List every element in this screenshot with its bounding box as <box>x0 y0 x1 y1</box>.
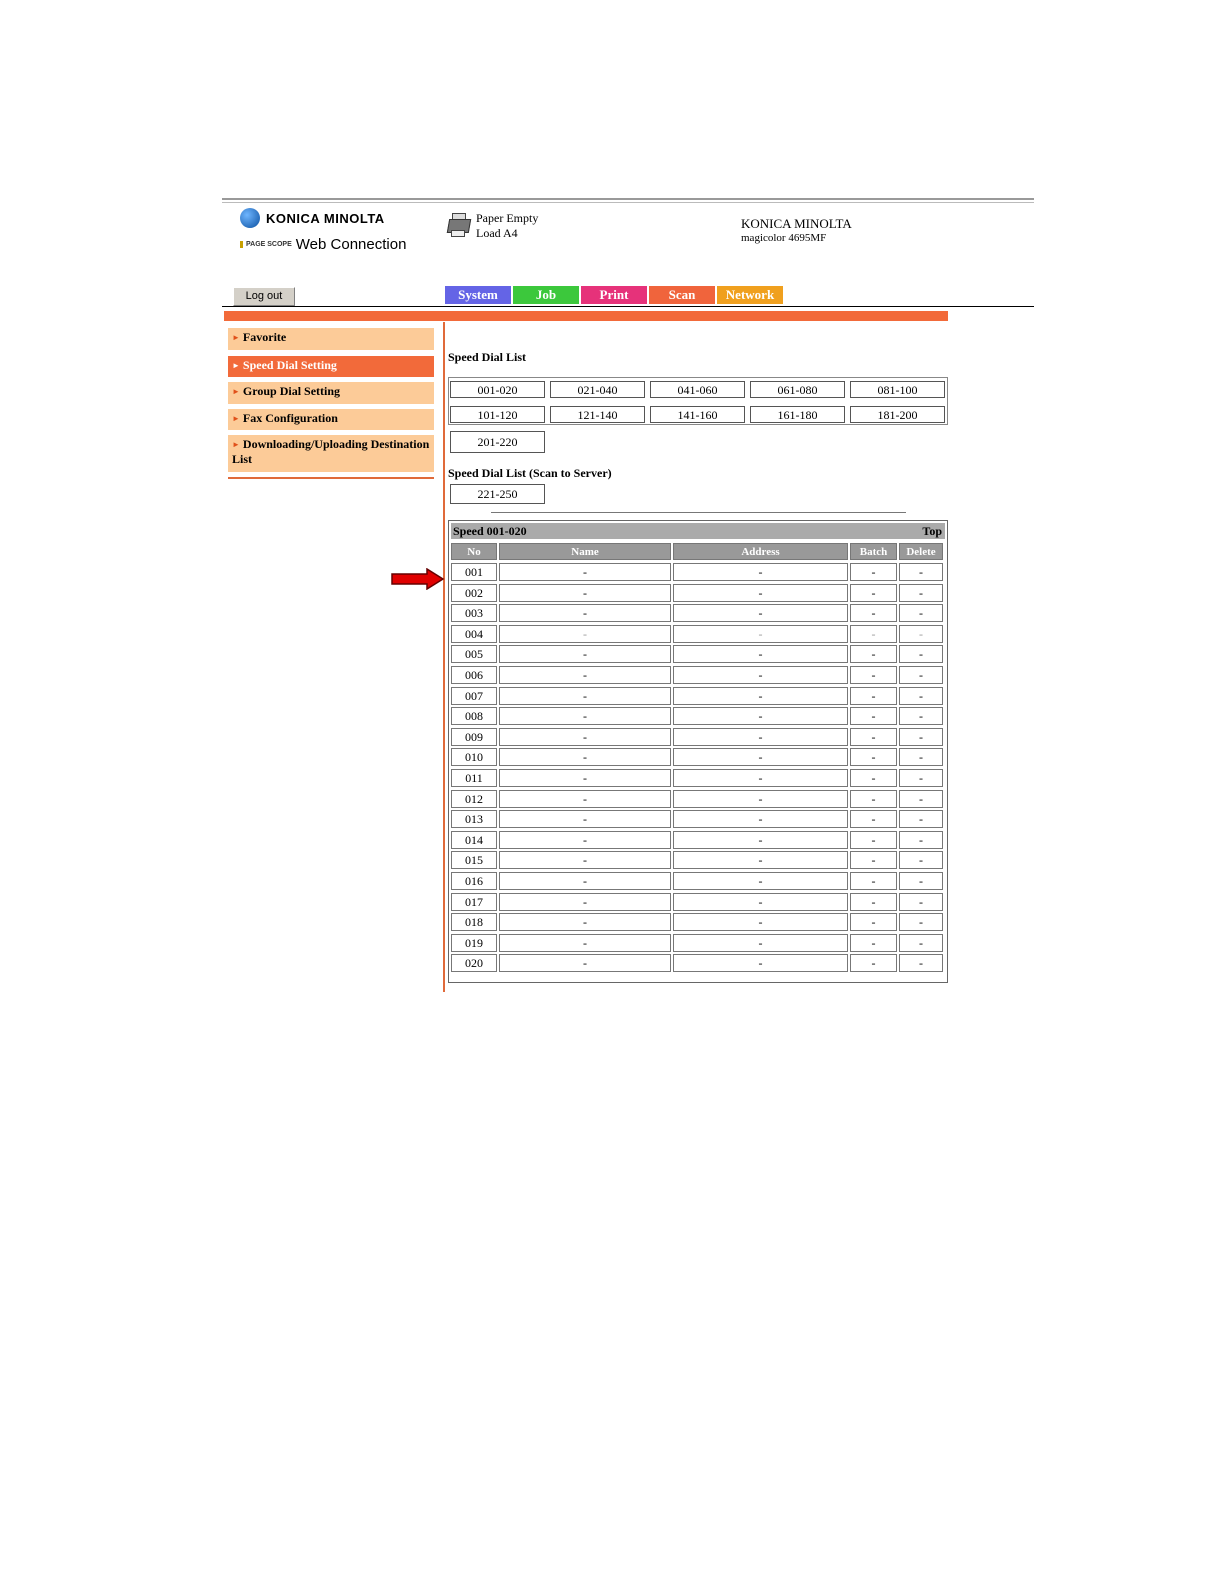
table-cell-no[interactable]: 017 <box>451 893 497 911</box>
table-cell-delete: - <box>899 893 943 911</box>
header-divider <box>222 306 1034 307</box>
table-cell-delete: - <box>899 954 943 972</box>
arrow-right-icon: ► <box>232 361 240 370</box>
table-cell-address: - <box>673 954 848 972</box>
web-connection-text: Web Connection <box>295 236 407 253</box>
sidebar-item-speed-dial[interactable] <box>228 356 434 377</box>
table-cell-no[interactable]: 001 <box>451 563 497 581</box>
table-cell-delete: - <box>899 563 943 581</box>
table-cell-no[interactable]: 011 <box>451 769 497 787</box>
sidebar-item-favorite[interactable] <box>228 328 434 350</box>
table-cell-no[interactable]: 013 <box>451 810 497 828</box>
table-cell-delete: - <box>899 625 943 643</box>
sidebar-item-fax-config[interactable] <box>228 409 434 430</box>
table-cell-delete: - <box>899 604 943 622</box>
top-divider-secondary <box>222 202 1034 203</box>
table-cell-no[interactable]: 010 <box>451 748 497 766</box>
table-cell-delete: - <box>899 666 943 684</box>
table-cell-address: - <box>673 872 848 890</box>
table-cell-no[interactable]: 005 <box>451 645 497 663</box>
table-cell-name: - <box>499 872 671 890</box>
table-cell-name: - <box>499 851 671 869</box>
sidebar-item-label: Downloading/Uploading Destination List <box>232 437 430 466</box>
logout-button[interactable]: Log out <box>233 287 295 306</box>
table-cell-batch: - <box>850 769 897 787</box>
table-cell-address: - <box>673 934 848 952</box>
table-cell-address: - <box>673 851 848 869</box>
table-cell-delete: - <box>899 728 943 746</box>
web-connection-logo <box>240 236 406 253</box>
table-cell-delete: - <box>899 790 943 808</box>
table-cell-batch: - <box>850 625 897 643</box>
speed-dial-list-title: Speed Dial List <box>448 350 527 364</box>
range-button-141-160[interactable]: 141-160 <box>650 406 745 423</box>
table-cell-name: - <box>499 769 671 787</box>
table-cell-batch: - <box>850 872 897 890</box>
table-cell-no[interactable]: 003 <box>451 604 497 622</box>
table-cell-name: - <box>499 893 671 911</box>
speed-dial-table <box>448 520 948 983</box>
table-cell-no[interactable]: 009 <box>451 728 497 746</box>
tab-system[interactable]: System <box>445 286 511 304</box>
table-cell-no[interactable]: 002 <box>451 584 497 602</box>
table-cell-name: - <box>499 790 671 808</box>
content-divider <box>443 322 445 992</box>
table-cell-address: - <box>673 707 848 725</box>
section-separator <box>491 512 906 513</box>
column-header-delete: Delete <box>899 543 943 560</box>
range-button-181-200[interactable]: 181-200 <box>850 406 945 423</box>
table-cell-address: - <box>673 645 848 663</box>
arrow-right-icon: ► <box>232 387 240 396</box>
sidebar-item-label: Group Dial Setting <box>242 384 341 398</box>
table-title-bar <box>451 523 945 539</box>
range-button-021-040[interactable]: 021-040 <box>550 381 645 398</box>
sidebar-item-label: Favorite <box>242 330 287 344</box>
table-cell-delete: - <box>899 687 943 705</box>
table-cell-batch: - <box>850 954 897 972</box>
top-link[interactable]: Top <box>922 524 942 538</box>
table-cell-name: - <box>499 913 671 931</box>
arrow-right-icon: ► <box>232 333 240 342</box>
model-name: magicolor 4695MF <box>741 232 827 244</box>
table-cell-batch: - <box>850 851 897 869</box>
red-arrow-icon <box>391 568 445 590</box>
table-cell-batch: - <box>850 604 897 622</box>
table-cell-name: - <box>499 666 671 684</box>
main-tabs <box>445 286 783 304</box>
table-cell-delete: - <box>899 831 943 849</box>
range-button-081-100[interactable]: 081-100 <box>850 381 945 398</box>
table-cell-batch: - <box>850 913 897 931</box>
table-cell-name: - <box>499 728 671 746</box>
table-cell-name: - <box>499 934 671 952</box>
range-button-221-250[interactable]: 221-250 <box>450 484 545 504</box>
column-header-address: Address <box>673 543 848 560</box>
table-cell-address: - <box>673 893 848 911</box>
sidebar-item-download-upload[interactable] <box>228 435 434 472</box>
table-cell-batch: - <box>850 707 897 725</box>
tab-job[interactable]: Job <box>513 286 579 304</box>
sidebar-item-label: Speed Dial Setting <box>242 358 337 372</box>
column-header-batch: Batch <box>850 543 897 560</box>
table-cell-batch: - <box>850 790 897 808</box>
table-cell-address: - <box>673 748 848 766</box>
table-cell-delete: - <box>899 872 943 890</box>
range-button-101-120[interactable]: 101-120 <box>450 406 545 423</box>
device-model <box>741 216 852 246</box>
table-cell-address: - <box>673 625 848 643</box>
arrow-right-icon: ► <box>232 440 240 449</box>
column-header-name: Name <box>499 543 671 560</box>
status-line-2: Load A4 <box>476 226 518 240</box>
table-cell-address: - <box>673 913 848 931</box>
table-cell-address: - <box>673 810 848 828</box>
table-cell-no[interactable]: 019 <box>451 934 497 952</box>
table-cell-no[interactable]: 020 <box>451 954 497 972</box>
table-cell-batch: - <box>850 666 897 684</box>
table-cell-address: - <box>673 790 848 808</box>
table-cell-no[interactable]: 012 <box>451 790 497 808</box>
table-cell-no[interactable]: 014 <box>451 831 497 849</box>
table-cell-address: - <box>673 584 848 602</box>
table-cell-no[interactable]: 006 <box>451 666 497 684</box>
table-cell-delete: - <box>899 748 943 766</box>
range-button-201-220[interactable]: 201-220 <box>450 431 545 453</box>
table-cell-delete: - <box>899 934 943 952</box>
tab-print[interactable]: Print <box>581 286 647 304</box>
table-cell-batch: - <box>850 893 897 911</box>
table-cell-name: - <box>499 604 671 622</box>
table-cell-no[interactable]: 007 <box>451 687 497 705</box>
table-cell-batch: - <box>850 831 897 849</box>
table-cell-address: - <box>673 687 848 705</box>
table-cell-address: - <box>673 563 848 581</box>
range-button-001-020[interactable]: 001-020 <box>450 381 545 398</box>
table-cell-batch: - <box>850 748 897 766</box>
table-cell-name: - <box>499 687 671 705</box>
table-cell-name: - <box>499 645 671 663</box>
table-cell-batch: - <box>850 645 897 663</box>
range-button-041-060[interactable]: 041-060 <box>650 381 745 398</box>
table-cell-name: - <box>499 810 671 828</box>
table-cell-address: - <box>673 769 848 787</box>
table-cell-delete: - <box>899 810 943 828</box>
status-line-1: Paper Empty <box>476 211 539 225</box>
table-cell-no[interactable]: 004 <box>451 625 497 643</box>
table-cell-name: - <box>499 748 671 766</box>
table-cell-no[interactable]: 008 <box>451 707 497 725</box>
table-cell-batch: - <box>850 687 897 705</box>
table-cell-name: - <box>499 584 671 602</box>
table-cell-delete: - <box>899 769 943 787</box>
arrow-right-icon: ► <box>232 414 240 423</box>
table-cell-delete: - <box>899 913 943 931</box>
table-cell-address: - <box>673 666 848 684</box>
scan-server-title: Speed Dial List (Scan to Server) <box>448 466 612 480</box>
table-cell-batch: - <box>850 563 897 581</box>
model-brand: KONICA MINOLTA <box>741 216 852 231</box>
range-button-121-140[interactable]: 121-140 <box>550 406 645 423</box>
konica-minolta-logo <box>240 208 385 228</box>
column-header-no: No <box>451 543 497 560</box>
table-title: Speed 001-020 <box>453 524 527 538</box>
globe-icon <box>240 208 260 228</box>
table-cell-batch: - <box>850 934 897 952</box>
table-cell-no[interactable]: 015 <box>451 851 497 869</box>
table-cell-batch: - <box>850 728 897 746</box>
table-cell-name: - <box>499 563 671 581</box>
range-button-161-180[interactable]: 161-180 <box>750 406 845 423</box>
table-cell-no[interactable]: 016 <box>451 872 497 890</box>
brand-text: KONICA MINOLTA <box>266 210 385 226</box>
top-divider <box>222 198 1034 200</box>
table-cell-name: - <box>499 707 671 725</box>
printer-icon <box>446 211 470 237</box>
pagescope-icon: PAGE SCOPE <box>240 241 292 248</box>
table-cell-batch: - <box>850 810 897 828</box>
sidebar-item-label: Fax Configuration <box>242 411 338 425</box>
table-cell-delete: - <box>899 645 943 663</box>
tab-network[interactable]: Network <box>717 286 783 304</box>
table-cell-name: - <box>499 954 671 972</box>
table-cell-batch: - <box>850 584 897 602</box>
sidebar-divider <box>228 477 434 479</box>
table-cell-address: - <box>673 604 848 622</box>
sidebar-item-group-dial[interactable] <box>228 382 434 404</box>
accent-bar <box>224 311 948 321</box>
table-cell-no[interactable]: 018 <box>451 913 497 931</box>
table-cell-address: - <box>673 831 848 849</box>
table-cell-delete: - <box>899 584 943 602</box>
table-cell-name: - <box>499 831 671 849</box>
device-status <box>446 211 538 241</box>
table-cell-address: - <box>673 728 848 746</box>
tab-scan[interactable]: Scan <box>649 286 715 304</box>
table-cell-name: - <box>499 625 671 643</box>
table-cell-delete: - <box>899 851 943 869</box>
table-cell-delete: - <box>899 707 943 725</box>
range-button-061-080[interactable]: 061-080 <box>750 381 845 398</box>
